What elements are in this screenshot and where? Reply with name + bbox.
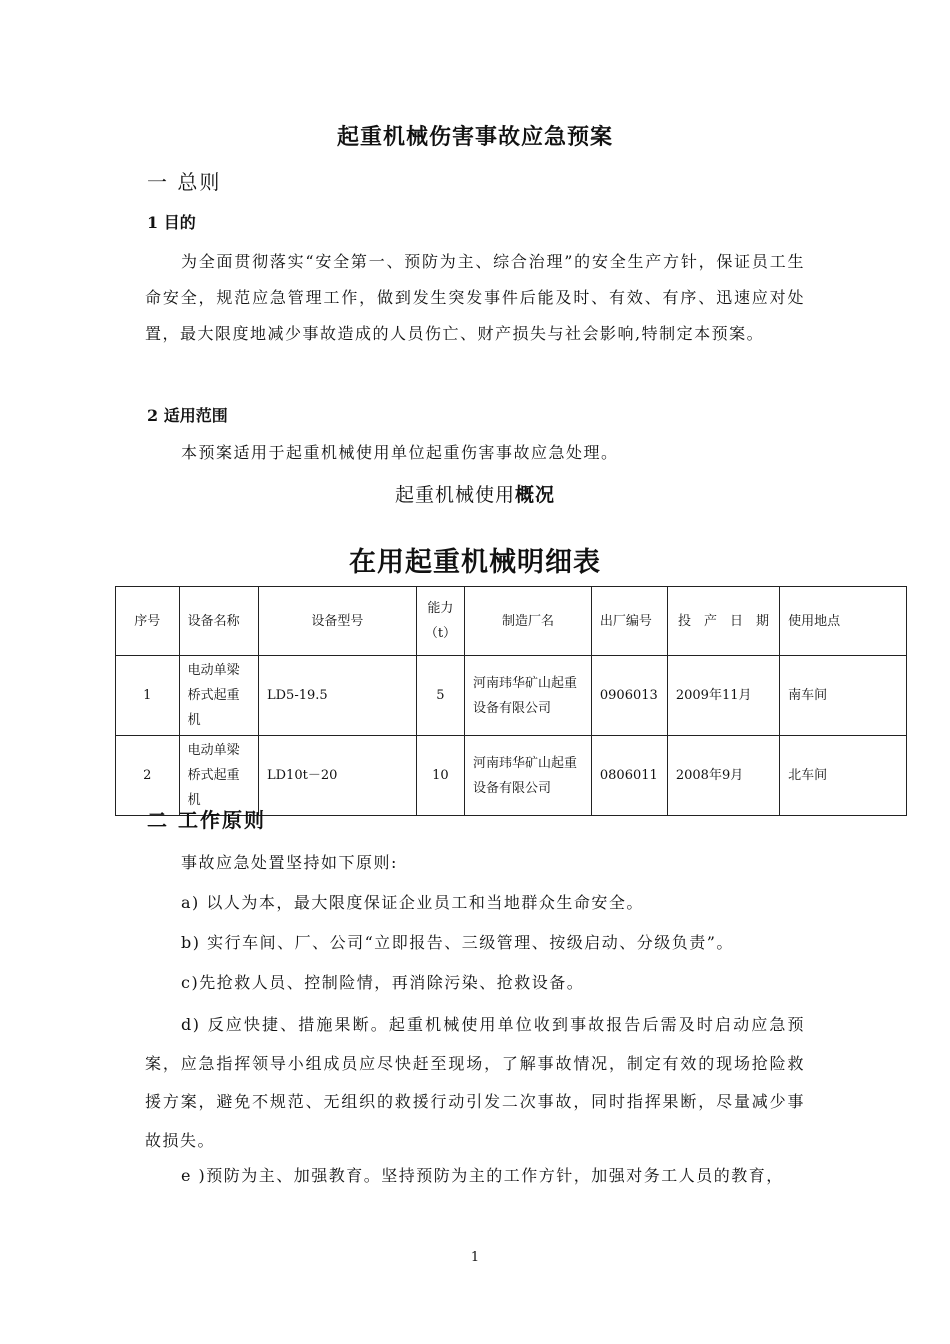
- table-cell: 北车间: [780, 736, 907, 816]
- table-cell: LD10t－20: [259, 736, 417, 816]
- header-cell: 投 产 日 期: [667, 587, 779, 656]
- principle-b: b) 实行车间、厂、公司“立即报告、三级管理、按级启动、分级负责”。: [181, 933, 734, 952]
- principle-c: c)先抢救人员、控制险情，再消除污染、抢救设备。: [181, 973, 585, 992]
- principle-a: a) 以人为本，最大限度保证企业员工和当地群众生命安全。: [181, 893, 644, 912]
- table-cell: 1: [116, 656, 180, 736]
- principle-e: e )预防为主、加强教育。坚持预防为主的工作方针，加强对务工人员的教育，: [181, 1166, 784, 1185]
- document-title: 起重机械伤害事故应急预案: [336, 124, 613, 150]
- page-number: 1: [470, 1250, 480, 1265]
- table-title: 在用起重机械明细表: [349, 547, 601, 578]
- table-cell: 河南玮华矿山起重设备有限公司: [465, 656, 592, 736]
- table-cell: 南车间: [780, 656, 907, 736]
- scope-paragraph: 本预案适用于起重机械使用单位起重伤害事故应急处理。: [181, 443, 619, 462]
- header-cell: 序号: [116, 587, 180, 656]
- overview-heading-main: 起重机械使用: [394, 484, 515, 506]
- table-cell: 电动单梁桥式起重机: [179, 656, 258, 736]
- table-cell: 电动单梁桥式起重机: [179, 736, 258, 816]
- table-cell: LD5-19.5: [259, 656, 417, 736]
- table-cell: 10: [416, 736, 464, 816]
- header-cell: 使用地点: [780, 587, 907, 656]
- header-cell: 出厂编号: [591, 587, 667, 656]
- table-cell: 河南玮华矿山起重设备有限公司: [465, 736, 592, 816]
- section-heading-general: 一 总则: [147, 170, 222, 194]
- header-cell: 制造厂名: [465, 587, 592, 656]
- principle-d: d) 反应快捷、措施果断。起重机械使用单位收到事故报告后需及时启动应急预案，应急指挥领导小组成员应尽快赶至现场，了解事故情况，制定有效的现场抢险救援方案，避免不规范、无组织的救援行动引发二次事故，同时指挥果断，尽量减少事故损失。: [145, 1015, 805, 1150]
- table-cell: 5: [416, 656, 464, 736]
- header-cell: 设备名称: [179, 587, 258, 656]
- header-cell: 设备型号: [259, 587, 417, 656]
- table-cell: 2009年11月: [667, 656, 779, 736]
- equipment-table: [115, 586, 907, 816]
- table-cell: 0906013: [591, 656, 667, 736]
- section-heading-principles: 二 工作原则: [147, 808, 266, 832]
- overview-heading-bold: 概况: [515, 484, 556, 506]
- purpose-paragraph: 为全面贯彻落实“安全第一、预防为主、综合治理”的安全生产方针，保证员工生命安全，规范应急管理工作，做到发生突发事件后能及时、有效、有序、迅速应对处置，最大限度地减少事故造成的人员伤亡、财产损失与社会影响,特制定本预案。: [145, 252, 805, 343]
- table-cell: 2: [116, 736, 180, 816]
- table-row: [116, 656, 907, 736]
- subsection-heading-scope: 2 适用范围: [147, 406, 228, 425]
- table-cell: 0806011: [591, 736, 667, 816]
- principles-intro: 事故应急处置坚持如下原则:: [181, 853, 398, 872]
- table-header-row: [116, 587, 907, 656]
- overview-heading: [0, 480, 950, 507]
- table-cell: 2008年9月: [667, 736, 779, 816]
- subsection-heading-purpose: 1 目的: [147, 213, 196, 232]
- header-cell: 能力（t）: [416, 587, 464, 656]
